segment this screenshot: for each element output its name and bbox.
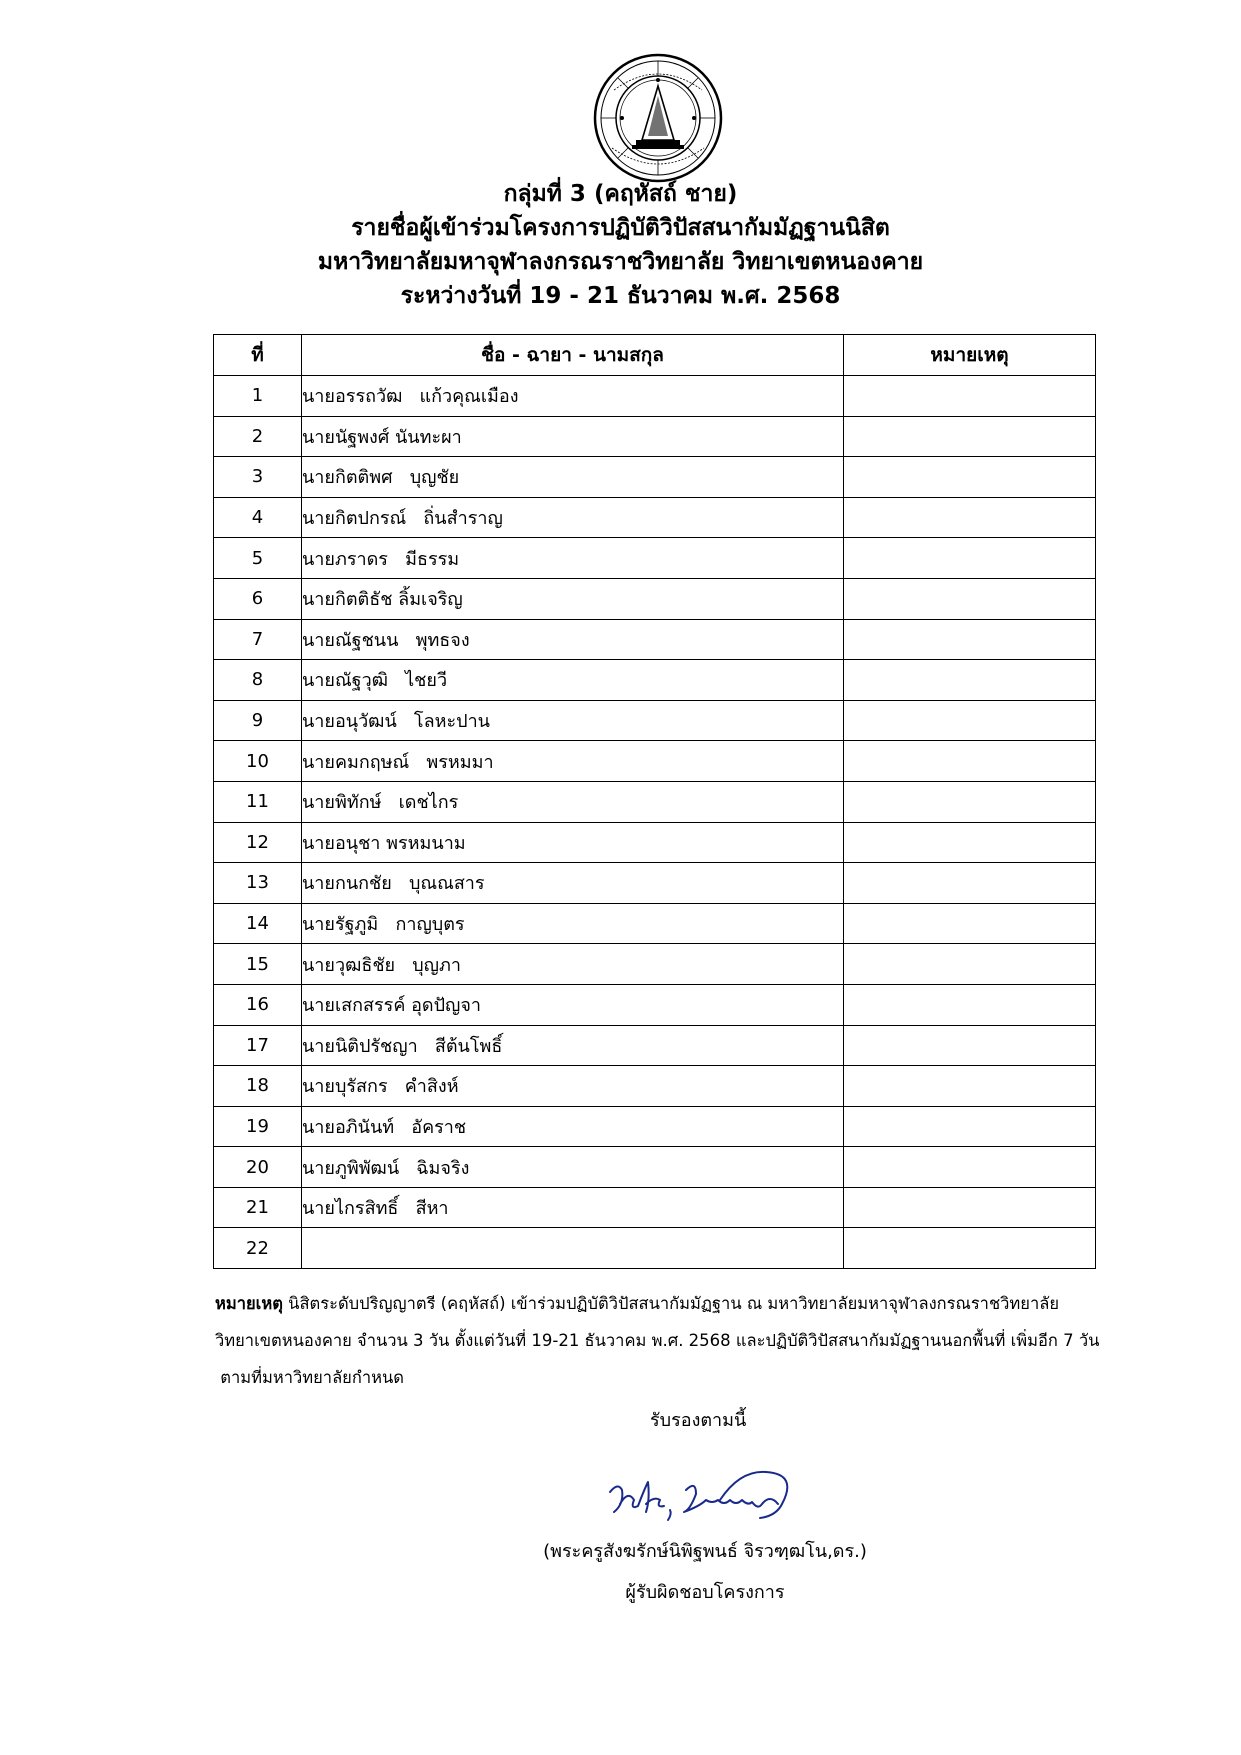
row-remark [844, 781, 1096, 822]
table-row [214, 1147, 1096, 1188]
participant-name: นายกิตติพศ บุญชัย [302, 457, 844, 498]
row-remark [844, 903, 1096, 944]
group-title: กลุ่มที่ 3 (คฤหัสถ์ ชาย) [503, 181, 738, 207]
participant-name: นายกิตติธัช ลิ้มเจริญ [302, 578, 844, 619]
row-number: 8 [214, 660, 302, 701]
column-header-remark: หมายเหตุ [844, 335, 1096, 376]
row-number: 22 [214, 1228, 302, 1269]
table-row [214, 700, 1096, 741]
table-row [214, 903, 1096, 944]
row-remark [844, 741, 1096, 782]
row-number: 4 [214, 497, 302, 538]
participant-name: นายภราดร มีธรรม [302, 538, 844, 579]
table-row [214, 376, 1096, 417]
participant-name: นายนัฐพงศ์ นันทะผา [302, 416, 844, 457]
table-row [214, 781, 1096, 822]
table-row [214, 457, 1096, 498]
participant-name: นายคมกฤษณ์ พรหมมา [302, 741, 844, 782]
signer-name: (พระครูสังฆรักษ์นิพิฐพนธ์ จิรวฑฺฒโน,ดร.) [543, 1541, 867, 1562]
table-header-row [214, 335, 1096, 376]
participant-name: นายรัฐภูมิ กาญบุตร [302, 903, 844, 944]
row-remark [844, 457, 1096, 498]
table-row [214, 538, 1096, 579]
university-seal-logo [592, 52, 724, 184]
remark-paragraph [215, 1285, 1115, 1396]
participant-name: นายกิตปกรณ์ ถิ่นสำราญ [302, 497, 844, 538]
table-row [214, 1066, 1096, 1107]
participant-name: นายไกรสิทธิ์ สีหา [302, 1187, 844, 1228]
row-number: 1 [214, 376, 302, 417]
row-remark [844, 700, 1096, 741]
row-remark [844, 619, 1096, 660]
participant-name [302, 1228, 844, 1269]
row-remark [844, 863, 1096, 904]
handwritten-signature [600, 1460, 810, 1530]
university-name: มหาวิทยาลัยมหาจุฬาลงกรณราชวิทยาลัย วิทยาเขตหนองคาย [317, 249, 924, 275]
row-number: 19 [214, 1106, 302, 1147]
participant-name: นายณัฐชนน พุทธจง [302, 619, 844, 660]
row-remark [844, 1187, 1096, 1228]
table-row [214, 660, 1096, 701]
signer-role: ผู้รับผิดชอบโครงการ [625, 1582, 785, 1603]
remark-line-2: วิทยาเขตหนองคาย จำนวน 3 วัน ตั้งแต่วันที่ 19-21 ธันวาคม พ.ศ. 2568 และปฏิบัติวิปัสสนากัมมัฏฐานนอกพื้นที่ เพิ่มอีก 7 วัน [215, 1331, 1100, 1350]
row-remark [844, 497, 1096, 538]
row-number: 14 [214, 903, 302, 944]
table-row [214, 1187, 1096, 1228]
row-remark [844, 1025, 1096, 1066]
row-number: 20 [214, 1147, 302, 1188]
remark-label: หมายเหตุ [215, 1294, 283, 1313]
row-remark [844, 1066, 1096, 1107]
document-heading [0, 177, 1241, 313]
row-remark [844, 660, 1096, 701]
row-number: 9 [214, 700, 302, 741]
row-number: 15 [214, 944, 302, 985]
participant-table [213, 334, 1096, 1269]
table-row [214, 741, 1096, 782]
participant-name: นายภูพิพัฒน์ ฉิมจริง [302, 1147, 844, 1188]
column-header-number: ที่ [214, 335, 302, 376]
table-row [214, 497, 1096, 538]
row-number: 16 [214, 984, 302, 1025]
participant-name: นายอภินันท์ อัคราช [302, 1106, 844, 1147]
remark-line-3: ตามที่มหาวิทยาลัยกำหนด [215, 1368, 404, 1387]
participant-name: นายพิทักษ์ เดชไกร [302, 781, 844, 822]
participant-name: นายเสกสรรค์ อุดปัญจา [302, 984, 844, 1025]
row-remark [844, 1228, 1096, 1269]
table-row [214, 578, 1096, 619]
participant-name: นายบุรัสกร คำสิงห์ [302, 1066, 844, 1107]
participant-name: นายณัฐวุฒิ ไชยวี [302, 660, 844, 701]
row-number: 3 [214, 457, 302, 498]
row-number: 17 [214, 1025, 302, 1066]
remark-line-1: นิสิตระดับปริญญาตรี (คฤหัสถ์) เข้าร่วมปฏิบัติวิปัสสนากัมมัฏฐาน ณ มหาวิทยาลัยมหาจุฬาลงกรณราชวิทยาลัย [282, 1294, 1060, 1313]
participant-name: นายอรรถวัฒ แก้วคุณเมือง [302, 376, 844, 417]
table-row [214, 863, 1096, 904]
row-number: 7 [214, 619, 302, 660]
participant-name: นายอนุวัฒน์ โลหะปาน [302, 700, 844, 741]
row-remark [844, 822, 1096, 863]
row-remark [844, 984, 1096, 1025]
row-number: 6 [214, 578, 302, 619]
row-number: 11 [214, 781, 302, 822]
table-row [214, 984, 1096, 1025]
table-row [214, 1025, 1096, 1066]
participant-name: นายวุฒธิชัย บุญภา [302, 944, 844, 985]
table-body [214, 376, 1096, 1269]
row-remark [844, 538, 1096, 579]
row-number: 5 [214, 538, 302, 579]
row-remark [844, 578, 1096, 619]
row-remark [844, 944, 1096, 985]
row-number: 18 [214, 1066, 302, 1107]
participant-name: นายอนุชา พรหมนาม [302, 822, 844, 863]
column-header-name: ชื่อ - ฉายา - นามสกุล [302, 335, 844, 376]
date-range: ระหว่างวันที่ 19 - 21 ธันวาคม พ.ศ. 2568 [400, 283, 841, 309]
table-row [214, 1106, 1096, 1147]
table-row [214, 944, 1096, 985]
row-number: 2 [214, 416, 302, 457]
table-row [214, 619, 1096, 660]
row-number: 21 [214, 1187, 302, 1228]
row-remark [844, 1106, 1096, 1147]
row-remark [844, 416, 1096, 457]
participant-name: นายกนกชัย บุณณสาร [302, 863, 844, 904]
table-row [214, 416, 1096, 457]
row-number: 12 [214, 822, 302, 863]
table-row [214, 1228, 1096, 1269]
row-number: 13 [214, 863, 302, 904]
document-title: รายชื่อผู้เข้าร่วมโครงการปฏิบัติวิปัสสนากัมมัฏฐานนิสิต [351, 215, 890, 241]
row-number: 10 [214, 741, 302, 782]
table-row [214, 822, 1096, 863]
participant-name: นายนิติปรัชญา สีต้นโพธิ์ [302, 1025, 844, 1066]
row-remark [844, 376, 1096, 417]
certification-text: รับรองตามนี้ [650, 1410, 747, 1431]
row-remark [844, 1147, 1096, 1188]
